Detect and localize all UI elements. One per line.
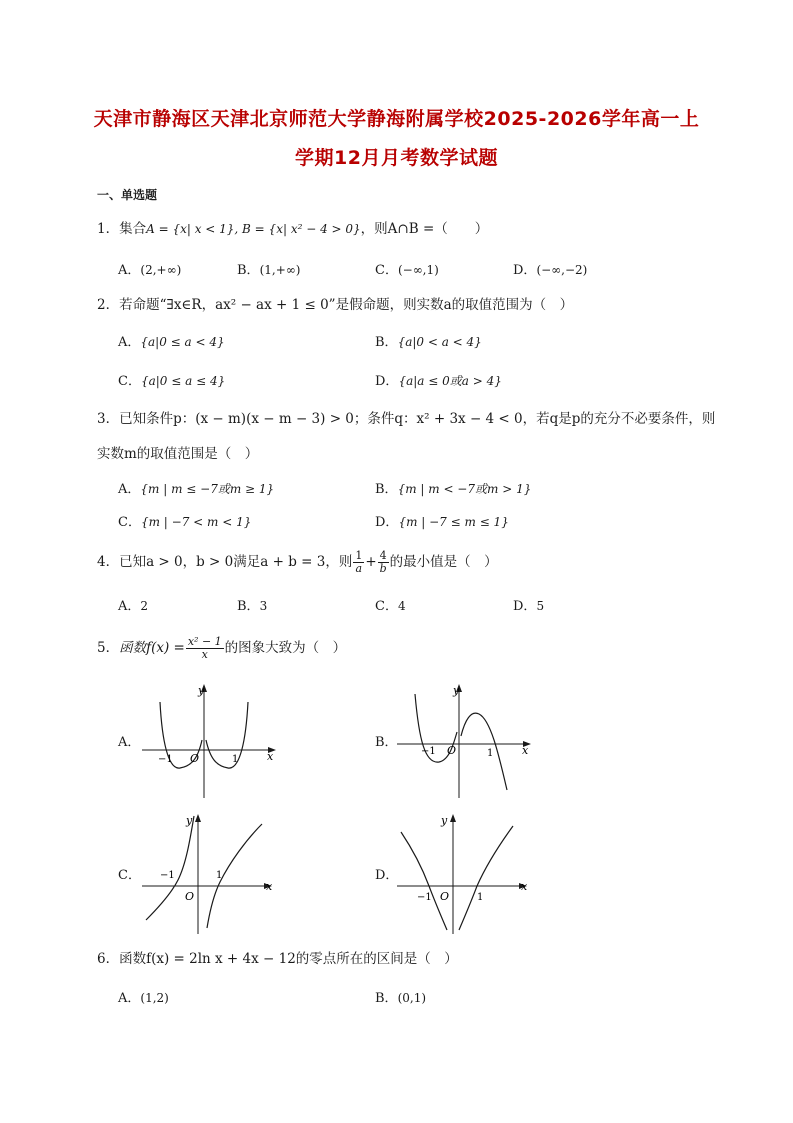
question-number: 4． <box>97 554 120 570</box>
graph-d[interactable] <box>395 810 535 935</box>
origin-label: O <box>440 890 450 903</box>
question-stem-post: 的图象大致为（ ） <box>224 640 347 656</box>
x-axis-label: x <box>266 880 273 893</box>
q3-option-b[interactable]: B．{m | m < −7或m > 1} <box>375 482 532 497</box>
question-1 <box>97 219 488 239</box>
y-axis-label: y <box>441 814 448 827</box>
pos-one-label: 1 <box>216 870 223 881</box>
neg-one-label: −1 <box>160 870 175 881</box>
question-stem: 函数f(x) = 2ln x + 4x − 12的零点所在的区间是（ ） <box>119 951 458 967</box>
pos-one-label: 1 <box>487 748 494 759</box>
title-line-2: 学期12月月考数学试题 <box>295 147 498 169</box>
q6-option-a[interactable]: A．(1,2) <box>118 991 169 1006</box>
graph-b[interactable] <box>395 680 535 800</box>
q5-option-a[interactable]: A． <box>118 735 141 750</box>
question-stem-math: A = {x| x < 1}, B = {x| x² − 4 > 0} <box>146 222 361 236</box>
q5-option-d[interactable]: D． <box>375 868 399 883</box>
q1-option-c[interactable]: C．(−∞,1) <box>375 263 439 278</box>
question-3 <box>97 409 715 429</box>
question-5 <box>97 636 346 661</box>
question-number: 1． <box>97 221 120 237</box>
q1-option-d[interactable]: D．(−∞,−2) <box>513 263 588 278</box>
neg-one-label: −1 <box>158 754 173 765</box>
q1-option-a[interactable]: A．(2,+∞) <box>118 263 182 278</box>
fraction-function: $\frac{\text{x² − 1}}{x}$ <box>187 635 222 661</box>
pos-one-label: 1 <box>232 754 239 765</box>
question-3-continued <box>97 444 258 464</box>
question-stem-post: ，则A∩B =（ ） <box>360 221 489 237</box>
q2-option-b[interactable]: B．{a|0 < a < 4} <box>375 335 482 350</box>
graph-a[interactable] <box>140 680 280 800</box>
q5-option-b[interactable]: B． <box>375 735 398 750</box>
question-stem-pre: 集合 <box>119 221 147 237</box>
q5-option-c[interactable]: C． <box>118 868 141 883</box>
question-number: 5． <box>97 640 120 656</box>
q6-option-b[interactable]: B．(0,1) <box>375 991 427 1006</box>
neg-one-label: −1 <box>421 746 436 757</box>
q3-option-c[interactable]: C．{m | −7 < m < 1} <box>118 515 252 530</box>
q3-option-a[interactable]: A．{m | m ≤ −7或m ≥ 1} <box>118 482 275 497</box>
fraction-1-over-a: $\frac{1}{a}$ <box>355 549 363 575</box>
x-axis-label: x <box>522 744 529 757</box>
y-axis-label: y <box>198 684 205 697</box>
q1-option-b[interactable]: B．(1,+∞) <box>237 263 301 278</box>
pos-one-label: 1 <box>477 892 484 903</box>
origin-label: O <box>190 752 200 765</box>
q4-option-a[interactable]: A．2 <box>118 599 149 614</box>
neg-one-label: −1 <box>417 892 432 903</box>
fraction-4-over-b: $\frac{4}{b}$ <box>379 549 387 575</box>
question-number: 6． <box>97 951 120 967</box>
q4-option-d[interactable]: D．5 <box>513 599 545 614</box>
x-axis-label: x <box>521 880 528 893</box>
question-stem-line-1: 已知条件p：(x − m)(x − m − 3) > 0；条件q：x² + 3x − 4 < 0，若q是p的充分不必要条件，则 <box>119 411 716 427</box>
q2-option-d[interactable]: D．{a|a ≤ 0或a > 4} <box>375 374 502 389</box>
x-axis-label: x <box>267 750 274 763</box>
section-title: 一、单选题 <box>97 188 158 202</box>
y-axis-label: y <box>186 814 193 827</box>
origin-label: O <box>447 744 457 757</box>
y-axis-label: y <box>453 684 460 697</box>
question-stem-post: 的最小值是（ ） <box>389 554 498 570</box>
title-line-1: 天津市静海区天津北京师范大学静海附属学校2025-2026学年高一上 <box>93 108 700 130</box>
origin-label: O <box>185 890 195 903</box>
q2-option-c[interactable]: C．{a|0 ≤ a ≤ 4} <box>118 374 226 389</box>
q4-option-b[interactable]: B．3 <box>237 599 268 614</box>
q3-option-d[interactable]: D．{m | −7 ≤ m ≤ 1} <box>375 515 509 530</box>
question-number: 2． <box>97 297 120 313</box>
q2-option-a[interactable]: A．{a|0 ≤ a < 4} <box>118 335 225 350</box>
question-stem-pre: 已知a > 0，b > 0满足a + b = 3，则 <box>119 554 353 570</box>
question-stem: 若命题“∃x∈R，ax² − ax + 1 ≤ 0”是假命题，则实数a的取值范围为（ ） <box>119 297 574 313</box>
q4-option-c[interactable]: C．4 <box>375 599 406 614</box>
question-stem-line-2: 实数m的取值范围是（ ） <box>97 446 259 462</box>
plus-sign: + <box>365 554 377 570</box>
question-2 <box>97 295 573 315</box>
graph-c[interactable] <box>140 810 280 935</box>
question-6 <box>97 949 458 969</box>
question-stem-pre: 函数f(x) = <box>119 640 185 656</box>
question-number: 3． <box>97 411 120 427</box>
question-4 <box>97 550 498 575</box>
